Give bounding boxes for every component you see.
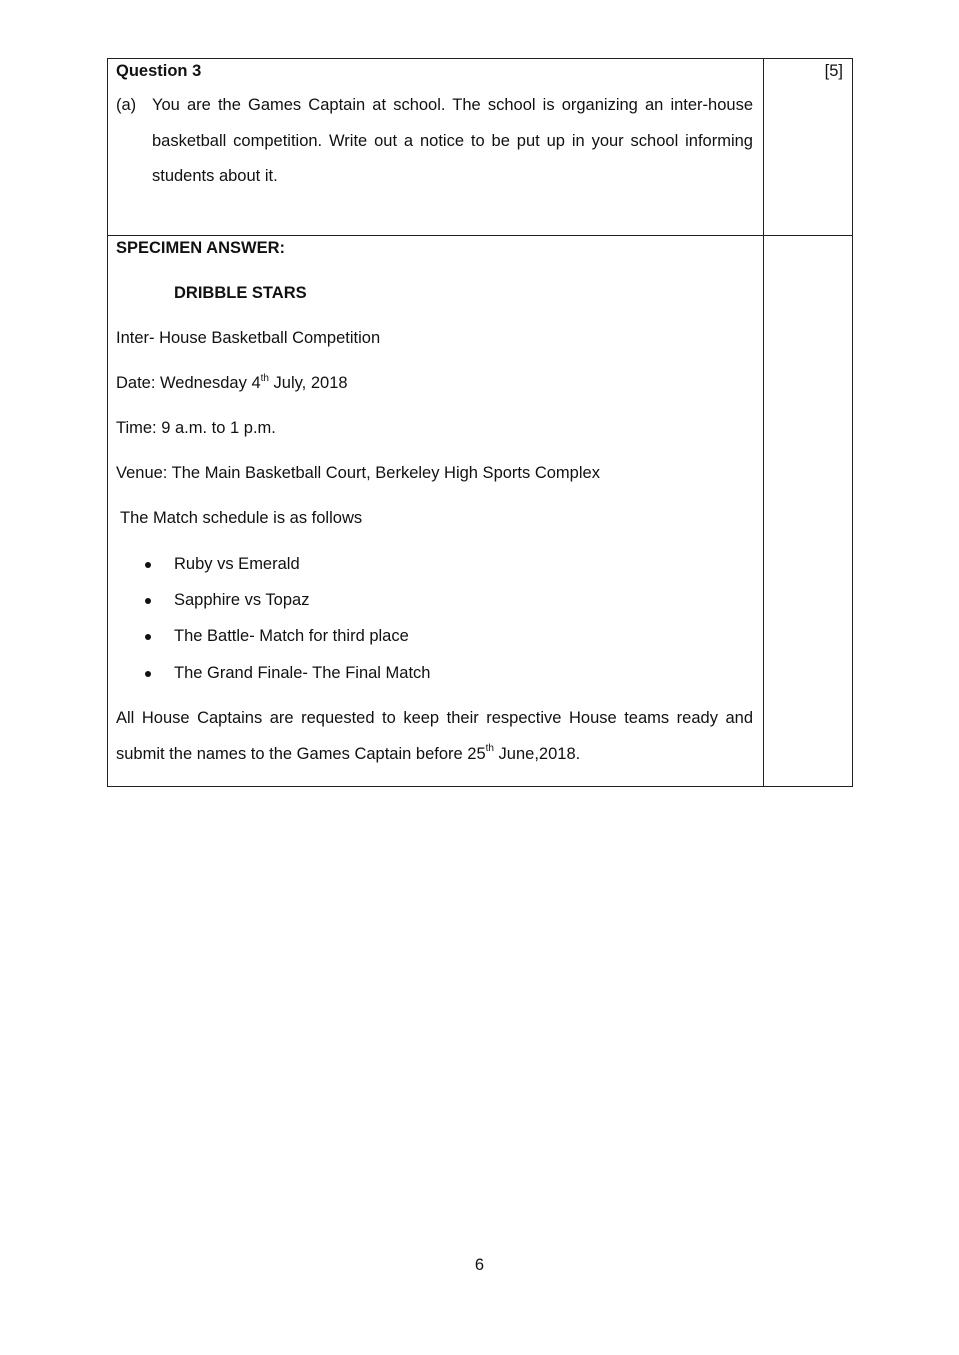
- notice-title: DRIBBLE STARS: [174, 284, 307, 302]
- schedule-item: Sapphire vs Topaz: [174, 591, 310, 609]
- bullet-icon: [145, 562, 151, 568]
- question-table: [107, 58, 853, 787]
- schedule-item: The Battle- Match for third place: [174, 627, 409, 645]
- notice-closing-prefix: All House Captains are requested to keep their respective House teams ready and submit the names to the Games Captain before 25: [116, 709, 753, 763]
- notice-venue: Venue: The Main Basketball Court, Berkeley High Sports Complex: [116, 464, 600, 482]
- bullet-icon: [145, 671, 151, 677]
- answer-heading: SPECIMEN ANSWER:: [116, 239, 285, 257]
- schedule-intro: The Match schedule is as follows: [120, 509, 363, 527]
- notice-event: Inter- House Basketball Competition: [116, 329, 381, 347]
- question-marks: [5]: [824, 62, 843, 80]
- notice-date-suffix: July, 2018: [268, 374, 348, 392]
- notice-date-sup: th: [260, 372, 269, 384]
- marks-cell: [764, 59, 853, 236]
- question-part-label: (a): [116, 96, 137, 114]
- schedule-item: The Grand Finale- The Final Match: [174, 664, 431, 682]
- notice-date-prefix: Date: Wednesday 4: [116, 374, 261, 392]
- bullet-icon: [145, 598, 151, 604]
- notice-closing-sup: th: [485, 743, 494, 754]
- notice-date: [116, 374, 348, 393]
- notice-closing: [116, 701, 753, 772]
- notice-closing-suffix: June,2018.: [493, 744, 581, 763]
- page-number: 6: [474, 1256, 485, 1274]
- bullet-icon: [145, 634, 151, 640]
- question-part-text: You are the Games Captain at school. The school is organizing an inter-house basketball competition. Write out a notice to be put up in your school informing students about it.: [152, 96, 753, 185]
- notice-time: Time: 9 a.m. to 1 p.m.: [116, 419, 276, 437]
- question-cell: [108, 59, 764, 236]
- schedule-item: Ruby vs Emerald: [174, 555, 300, 573]
- question-title: Question 3: [116, 62, 202, 80]
- question-part-a: [116, 96, 753, 195]
- answer-marks-cell: [764, 236, 853, 787]
- answer-cell: [108, 236, 764, 787]
